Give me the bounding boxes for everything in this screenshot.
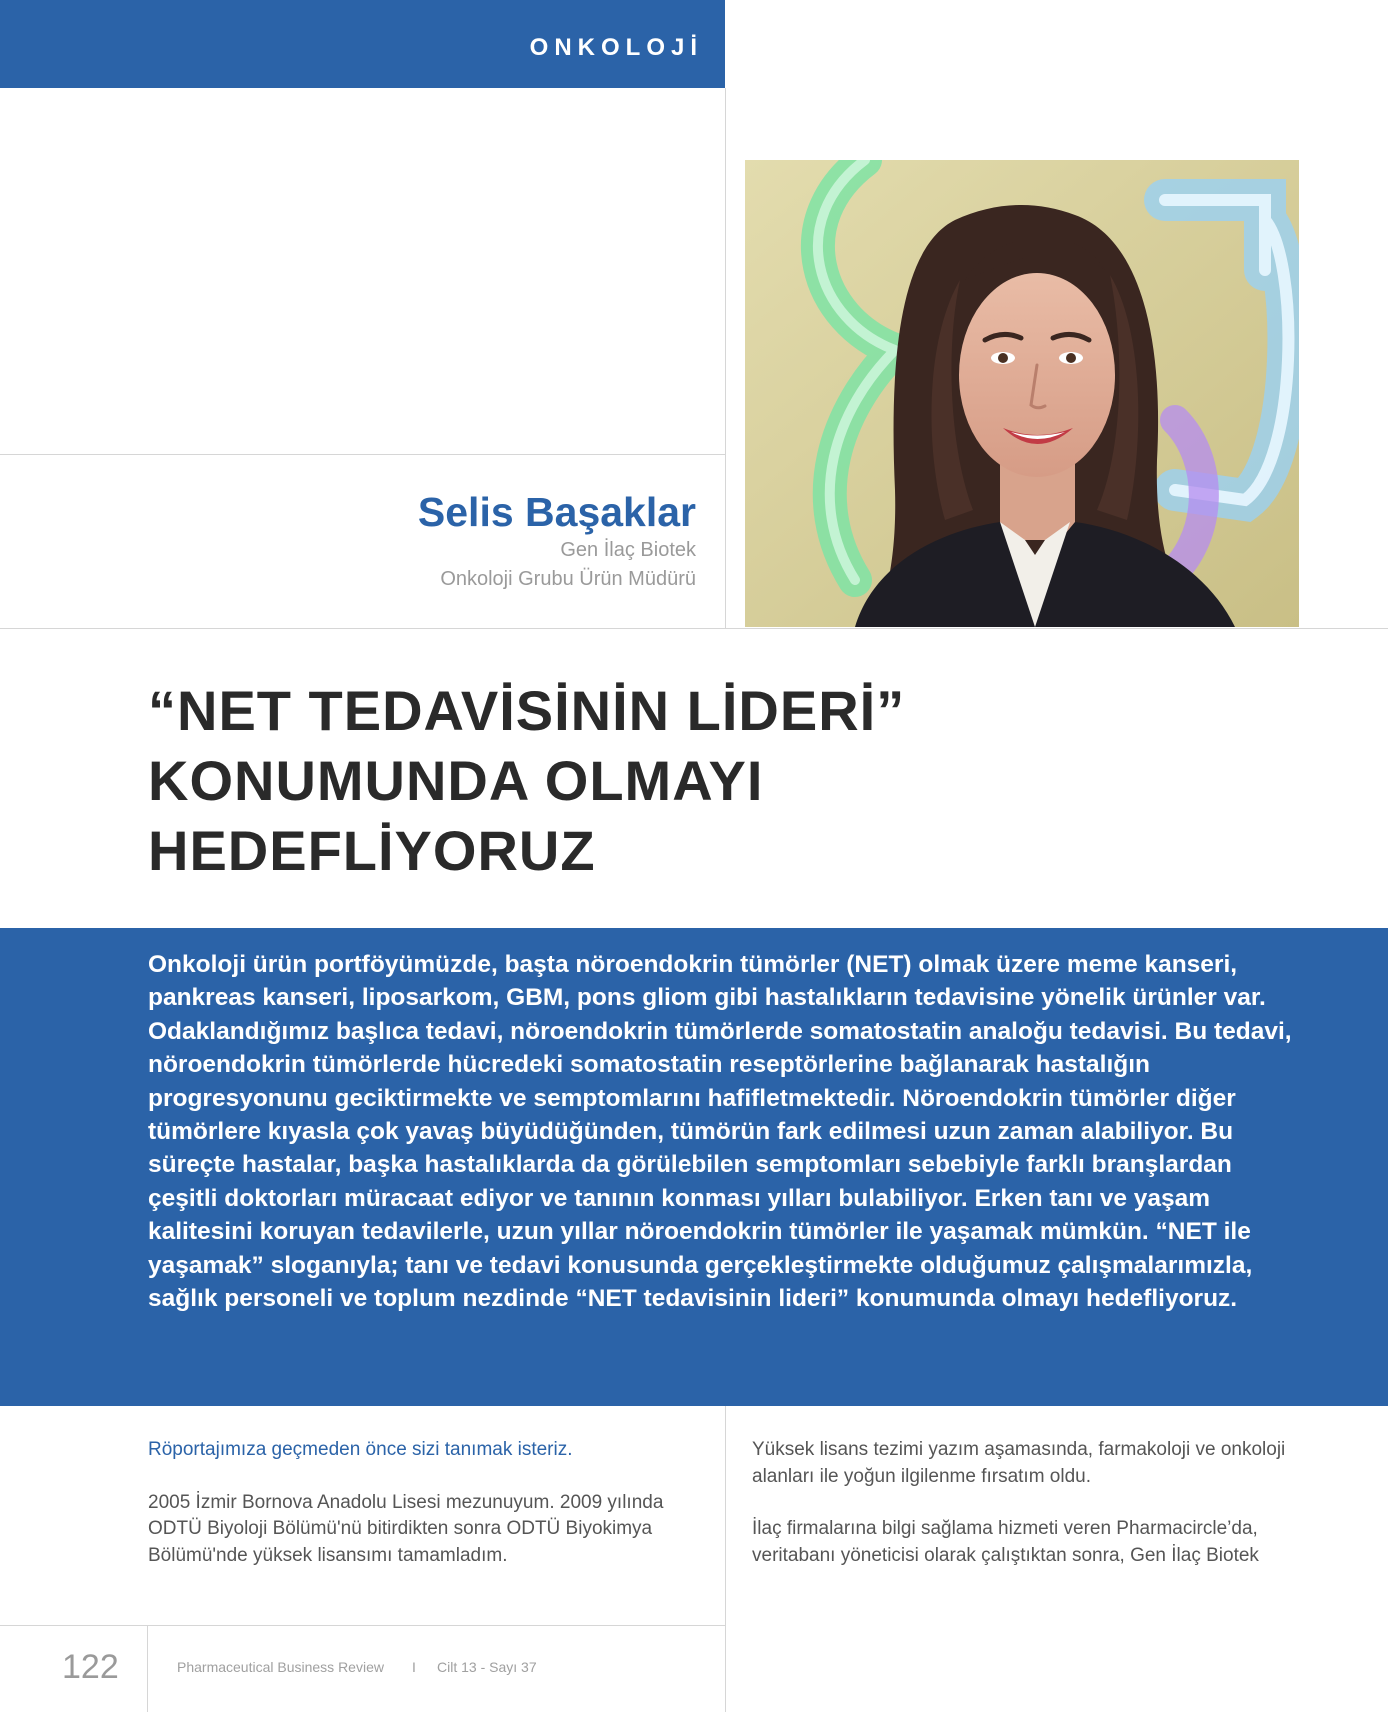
issue-info: Cilt 13 - Sayı 37 [437, 1659, 537, 1675]
footer-separator [147, 1625, 148, 1712]
interview-question: Röportajımıza geçmeden önce sizi tanımak isteriz. [148, 1439, 573, 1460]
article-headline [148, 676, 1248, 886]
headline-line: HEDEFLİYORUZ [148, 819, 596, 882]
section-header-bar [0, 0, 725, 88]
rule-above-name [0, 454, 725, 455]
person-role: Onkoloji Grubu Ürün Müdürü [440, 568, 696, 590]
body-paragraph: İlaç firmalarına bilgi sağlama hizmeti veren Pharmacircle’da, veritabanı yöneticisi olarak çalıştıktan sonra, Gen İlaç Biotek [752, 1518, 1259, 1566]
footer-divider: I [412, 1659, 416, 1675]
lead-paragraph: Onkoloji ürün portföyümüzde, başta nöroendokrin tümörler (NET) olmak üzere meme kanseri, pankreas kanseri, liposarkom, GBM, pons gliom gibi hastalıkların tedavisine yönelik ürünler var. Odaklandığımız başlıca tedavi, nöroendokrin tümörlerde somatostatin analoğu tedavisi. Bu tedavi, nöroendokrin tümörlerde hücredeki somatostatin reseptörlerine bağlanarak hastalığın progresyonunu geciktirmekte ve semptomlarını hafifletmektedir. Nöroendokrin tümörler diğer tümörlere kıyasla çok yavaş büyüdüğünden, tümörün fark edilmesi uzun zaman alabiliyor. Bu süreçte hastalar, başka hastalıklarda da görülebilen semptomları sebebiyle farklı branşlardan çeşitli doktorları müracaat ediyor ve tanının konması yılları bulabiliyor. Erken tanı ve yaşam kalitesini koruyan tedavilerle, uzun yıllar nöroendokrin tümörler ile yaşamak mümkün. “NET ile yaşamak” sloganıyla; tanı ve tedavi konusunda gerçekleştirmekte olduğumuz çalışmalarımızla, sağlık personeli ve toplum nezdinde “NET tedavisinin lideri” konumunda olmayı hedefliyoruz. [148, 951, 1292, 1313]
headline-line: KONUMUNDA OLMAYI [148, 749, 764, 812]
body-column-left [148, 1437, 708, 1595]
footer-rule [0, 1625, 725, 1626]
body-column-right [752, 1437, 1312, 1595]
person-name: Selis Başaklar [417, 489, 696, 535]
publication-name: Pharmaceutical Business Review [177, 1659, 384, 1675]
column-divider-top [725, 88, 726, 628]
section-label: ONKOLOJİ [529, 34, 703, 61]
body-paragraph: Yüksek lisans tezimi yazım aşamasında, farmakoloji ve onkoloji alanları ile yoğun ilgilenme fırsatım oldu. [752, 1439, 1286, 1487]
person-company: Gen İlaç Biotek [560, 539, 696, 561]
headline-line: “NET TEDAVİSİNİN LİDERİ” [148, 679, 906, 742]
body-paragraph: 2005 İzmir Bornova Anadolu Lisesi mezunuyum. 2009 yılında ODTÜ Biyoloji Bölümü'nü bitirdikten sonra ODTÜ Biyokimya Bölümü'nde yüksek lisansımı tamamladım. [148, 1491, 664, 1566]
page-number: 122 [62, 1648, 119, 1686]
column-divider-bottom [725, 1406, 726, 1712]
rule-below-photo [0, 628, 1388, 629]
lead-box [0, 928, 1388, 1406]
portrait-photo [745, 160, 1299, 627]
